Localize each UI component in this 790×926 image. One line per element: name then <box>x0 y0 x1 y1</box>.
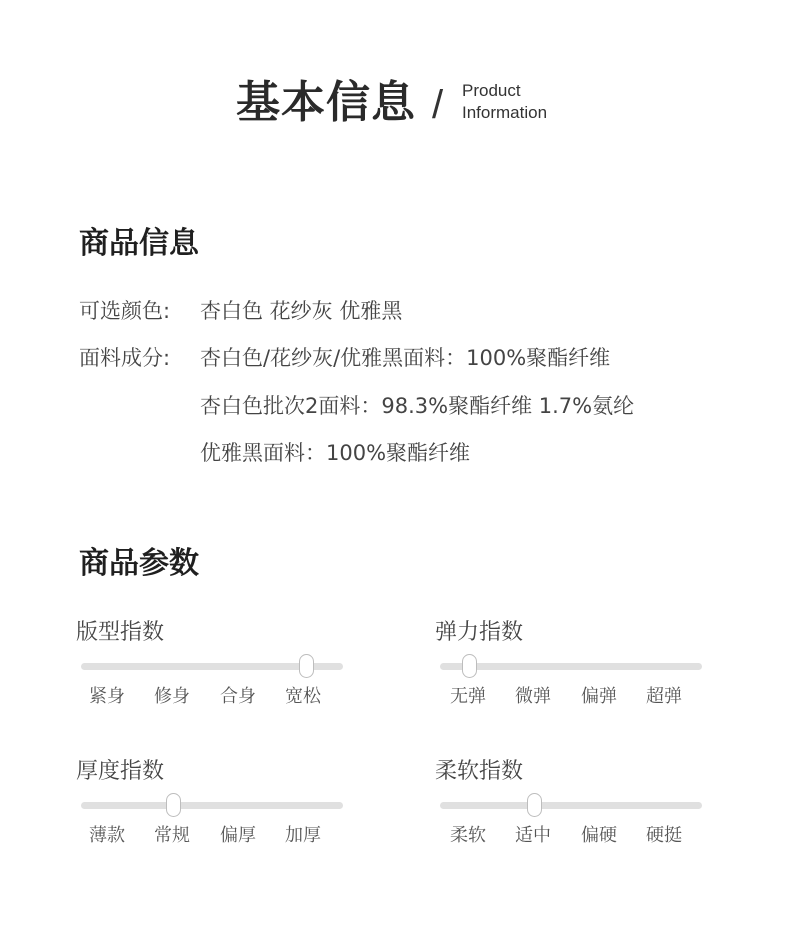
param-option: 加厚 <box>285 825 321 846</box>
material-label: 面料成分: <box>79 346 171 370</box>
param-options <box>76 684 340 710</box>
colors-row <box>79 296 402 326</box>
param-track <box>81 802 343 809</box>
header-subtitle-line1: Product <box>462 81 521 100</box>
param-option: 超弹 <box>646 686 682 707</box>
param-softness <box>435 757 699 857</box>
colors-value: 杏白色 花纱灰 优雅黑 <box>200 299 403 323</box>
param-option: 微弹 <box>515 686 551 707</box>
param-knob <box>527 793 542 817</box>
material-line: 杏白色/花纱灰/优雅黑面料：100%聚酯纤维 <box>200 346 611 370</box>
param-track <box>440 802 702 809</box>
param-option: 硬挺 <box>646 825 682 846</box>
material-line: 优雅黑面料：100%聚酯纤维 <box>200 441 471 465</box>
header-title: 基本信息 <box>236 77 416 128</box>
param-option: 薄款 <box>89 825 125 846</box>
param-option: 修身 <box>154 686 190 707</box>
param-title: 弹力指数 <box>435 620 524 645</box>
header-subtitle-line2: Information <box>462 103 548 122</box>
param-option: 无弹 <box>450 686 486 707</box>
colors-label: 可选颜色: <box>79 299 171 323</box>
product-params-title: 商品参数 <box>79 546 199 581</box>
header-slash: / <box>432 83 444 127</box>
param-option: 偏厚 <box>220 825 256 846</box>
param-knob <box>166 793 181 817</box>
param-option: 适中 <box>515 825 551 846</box>
param-option: 柔软 <box>450 825 486 846</box>
product-info-title: 商品信息 <box>79 226 199 261</box>
param-knob <box>299 654 314 678</box>
param-option: 偏弹 <box>581 686 617 707</box>
param-option: 宽松 <box>285 686 321 707</box>
param-options <box>435 823 699 849</box>
param-track <box>440 663 702 670</box>
param-title: 柔软指数 <box>435 759 524 784</box>
param-fit <box>76 618 340 718</box>
material-line: 杏白色批次2面料：98.3%聚酯纤维 1.7%氨纶 <box>200 394 635 418</box>
param-option: 紧身 <box>89 686 125 707</box>
param-title: 厚度指数 <box>76 759 165 784</box>
param-option: 偏硬 <box>581 825 617 846</box>
param-elasticity <box>435 618 699 718</box>
param-title: 版型指数 <box>76 620 165 645</box>
param-options <box>435 684 699 710</box>
section-header <box>0 72 790 142</box>
param-option: 合身 <box>220 686 256 707</box>
header-subtitle <box>462 80 547 124</box>
param-options <box>76 823 340 849</box>
material-row <box>79 343 200 373</box>
param-option: 常规 <box>154 825 190 846</box>
param-thickness <box>76 757 340 857</box>
param-knob <box>462 654 477 678</box>
